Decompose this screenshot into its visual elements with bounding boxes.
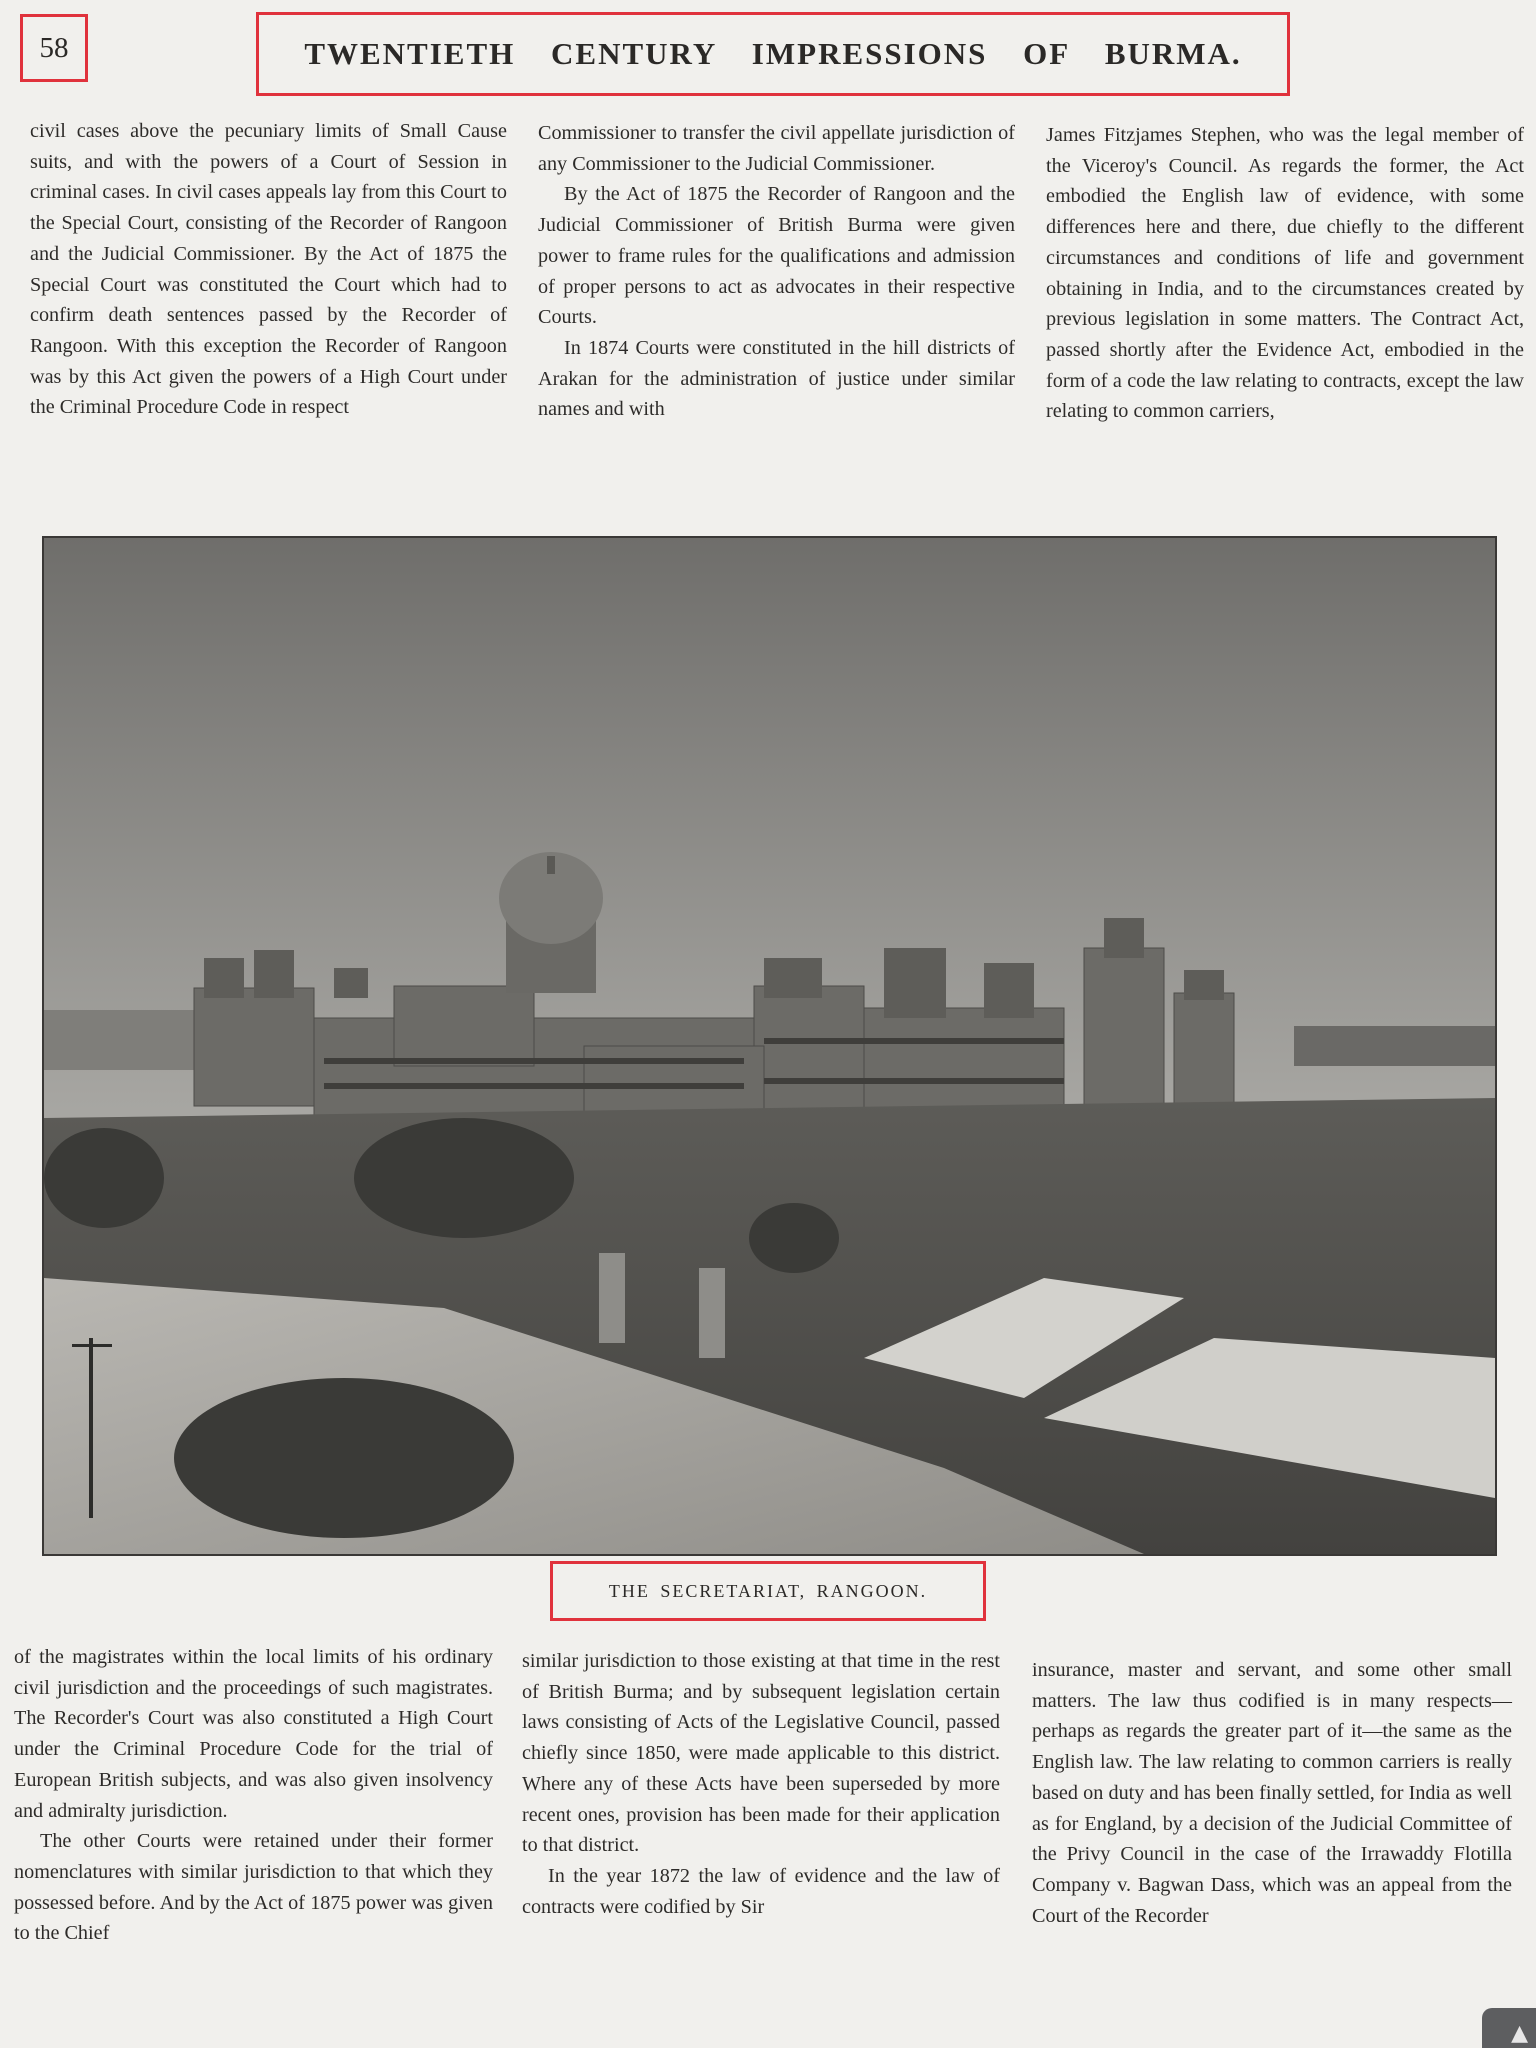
up-arrow-icon: ▲ bbox=[1511, 2021, 1528, 2046]
paragraph: civil cases above the pecuniary limits of Small Cause suits, and with the powers of a Court of Session in criminal cases. In civil cases appeals lay from this Court to the Special Court, consisting of the Recorder of Rangoon and the Judicial Commissioner. By the Act of 1875 the Special Court was constituted the Court which had to confirm death sentences passed by the Recorder of Rangoon. With this exception the Recorder of Rangoon was by this Act given the powers of a High Court under the Criminal Procedure Code in respect bbox=[30, 120, 507, 419]
scroll-to-top-button[interactable] bbox=[1482, 2008, 1536, 2048]
bottom-column-2 bbox=[522, 1646, 1000, 1922]
secretariat-photograph bbox=[42, 536, 1497, 1556]
paragraph: By the Act of 1875 the Recorder of Rangoon and the Judicial Commissioner of British Burma were given power to frame rules for the qualifications and admission of proper persons to act as advocates in their respective Courts. bbox=[538, 183, 1015, 329]
paragraph: of the magistrates within the local limits of his ordinary civil jurisdiction and the proceedings of such magistrates. The Recorder's Court was also constituted a High Court under the Criminal Procedure Code for the trial of European British subjects, and was also given insolvency and admiralty jurisdiction. bbox=[14, 1646, 493, 1822]
paragraph: similar jurisdiction to those existing at that time in the rest of British Burma; and by subsequent legislation certain laws consisting of Acts of the Legislative Council, passed chiefly since 1850, were made applicable to this district. Where any of these Acts have been superseded by more recent ones, provision has been made for their application to that district. bbox=[522, 1650, 1000, 1857]
top-column-1 bbox=[30, 116, 507, 423]
paragraph: insurance, master and servant, and some other small matters. The law thus codified is in many respects—perhaps as regards the greater part of it—the same as the English law. The law relating to common carriers is really based on duty and has been finally settled, for India as well as for England, by a decision of the Judicial Committee of the Privy Council in the case of the Irrawaddy Flotilla Company v. Bagwan Dass, which was an appeal from the Court of the Recorder bbox=[1032, 1659, 1512, 1927]
figure-caption: THE SECRETARIAT, RANGOON. bbox=[550, 1561, 986, 1621]
paragraph: Commissioner to transfer the civil appellate jurisdiction of any Commissioner to the Judicial Commissioner. bbox=[538, 122, 1015, 175]
bottom-column-1 bbox=[14, 1642, 493, 1949]
paragraph: In 1874 Courts were constituted in the hill districts of Arakan for the administration of justice under similar names and with bbox=[538, 336, 1015, 421]
paragraph: The other Courts were retained under their former nomenclatures with similar jurisdiction to that which they possessed before. And by the Act of 1875 power was given to the Chief bbox=[14, 1830, 493, 1945]
top-column-3 bbox=[1046, 120, 1524, 427]
top-column-2 bbox=[538, 118, 1015, 425]
paragraph: In the year 1872 the law of evidence and the law of contracts were codified by Sir bbox=[522, 1864, 1000, 1918]
running-title: TWENTIETH CENTURY IMPRESSIONS OF BURMA. bbox=[256, 12, 1290, 96]
bottom-column-3 bbox=[1032, 1655, 1512, 1931]
paragraph: James Fitzjames Stephen, who was the legal member of the Viceroy's Council. As regards the former, the Act embodied the English law of evidence, with some differences here and there, due chiefly to the different circumstances and conditions of life and government obtaining in India, and to the circumstances created by previous legislation in some matters. The Contract Act, passed shortly after the Evidence Act, embodied in the form of a code the law relating to contracts, except the law relating to common carriers, bbox=[1046, 124, 1524, 423]
page-number: 58 bbox=[20, 14, 88, 82]
photo-illustration bbox=[44, 538, 1495, 1554]
